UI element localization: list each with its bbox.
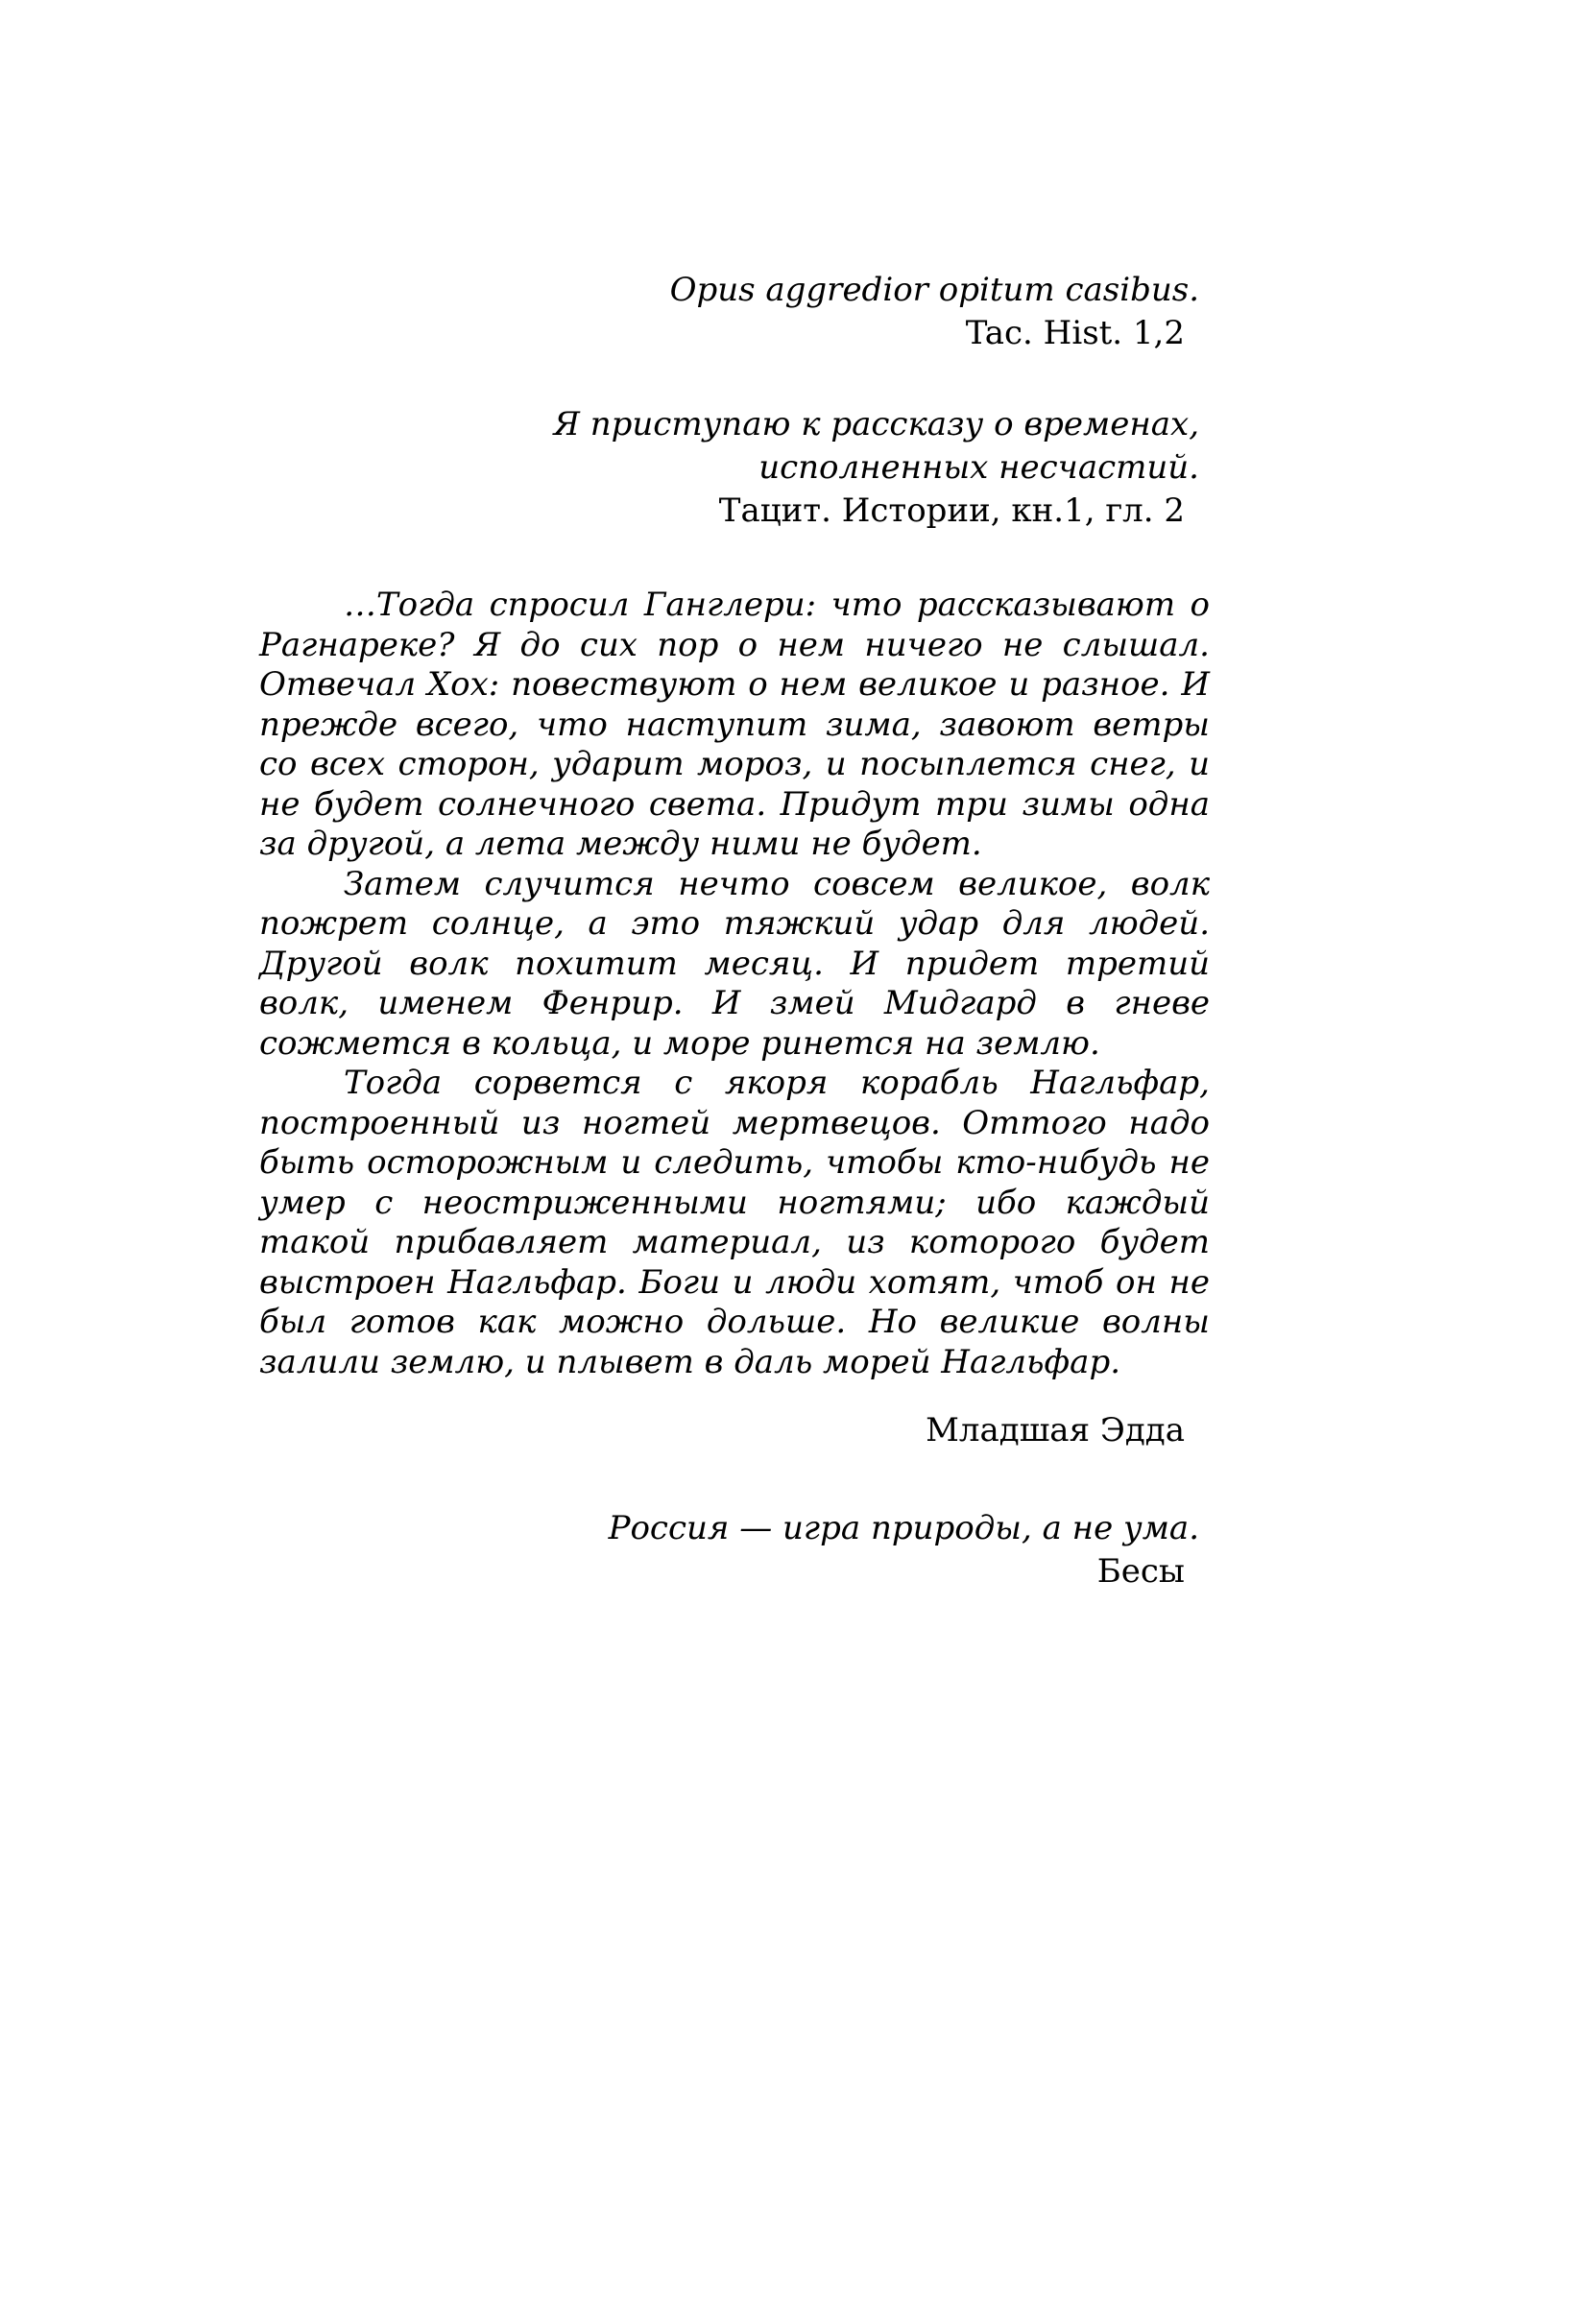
edda-source: Младшая Эдда (926, 1411, 1185, 1450)
edda-paragraph: …Тогда спросил Ганглери: что рассказывают о Рагнареке? Я до сих пор о нем ничего не слышал. Отвечал Хох: повествуют о нем великое и разное. И прежде всего, что наступит зима, завоют ветры со всех сторон, ударит мороз, и посыплется снег, и не будет солнечного света. Придут три зимы одна за другой, а лета между ними не будет. (259, 586, 1210, 863)
epigraph-russian-line1: Я приступаю к рассказу о временах, (553, 405, 1199, 443)
epigraph-latin-quote: Opus aggredior opitum casibus. (669, 271, 1199, 309)
epigraph-russian (553, 403, 1199, 533)
edda-paragraph: Тогда сорвется с якоря корабль Нагльфар, построенный из ногтей мертвецов. Оттого надо быть осторожным и следить, чтобы кто-нибудь не умер с неостриженными ногтями; ибо каждый такой прибавляет материал, из которого будет выстроен Нагльфар. Боги и люди хотят, чтоб он не был готов как можно дольше. Но великие волны залили землю, и плывет в даль морей Нагльфар. (259, 1064, 1210, 1381)
epigraph-besy-source: Бесы (1096, 1552, 1185, 1591)
edda-passage (259, 586, 1210, 1382)
epigraph-russian-source: Тацит. Истории, кн.1, гл. 2 (718, 491, 1185, 530)
epigraph-latin-source: Tac. Hist. 1,2 (965, 314, 1185, 352)
epigraph-besy (609, 1507, 1199, 1593)
edda-paragraph: Затем случится нечто совсем великое, волк пожрет солнце, а это тяжкий удар для людей. Другой волк похитит месяц. И придет третий волк, именем Фенрир. И змей Мидгард в гневе сожмется в кольца, и море ринется на землю. (259, 864, 1210, 1063)
epigraph-besy-quote: Россия — игра природы, а не ума. (608, 1509, 1199, 1547)
epigraph-russian-line2: исполненных несчастий. (758, 448, 1199, 487)
epigraph-latin (670, 269, 1199, 355)
